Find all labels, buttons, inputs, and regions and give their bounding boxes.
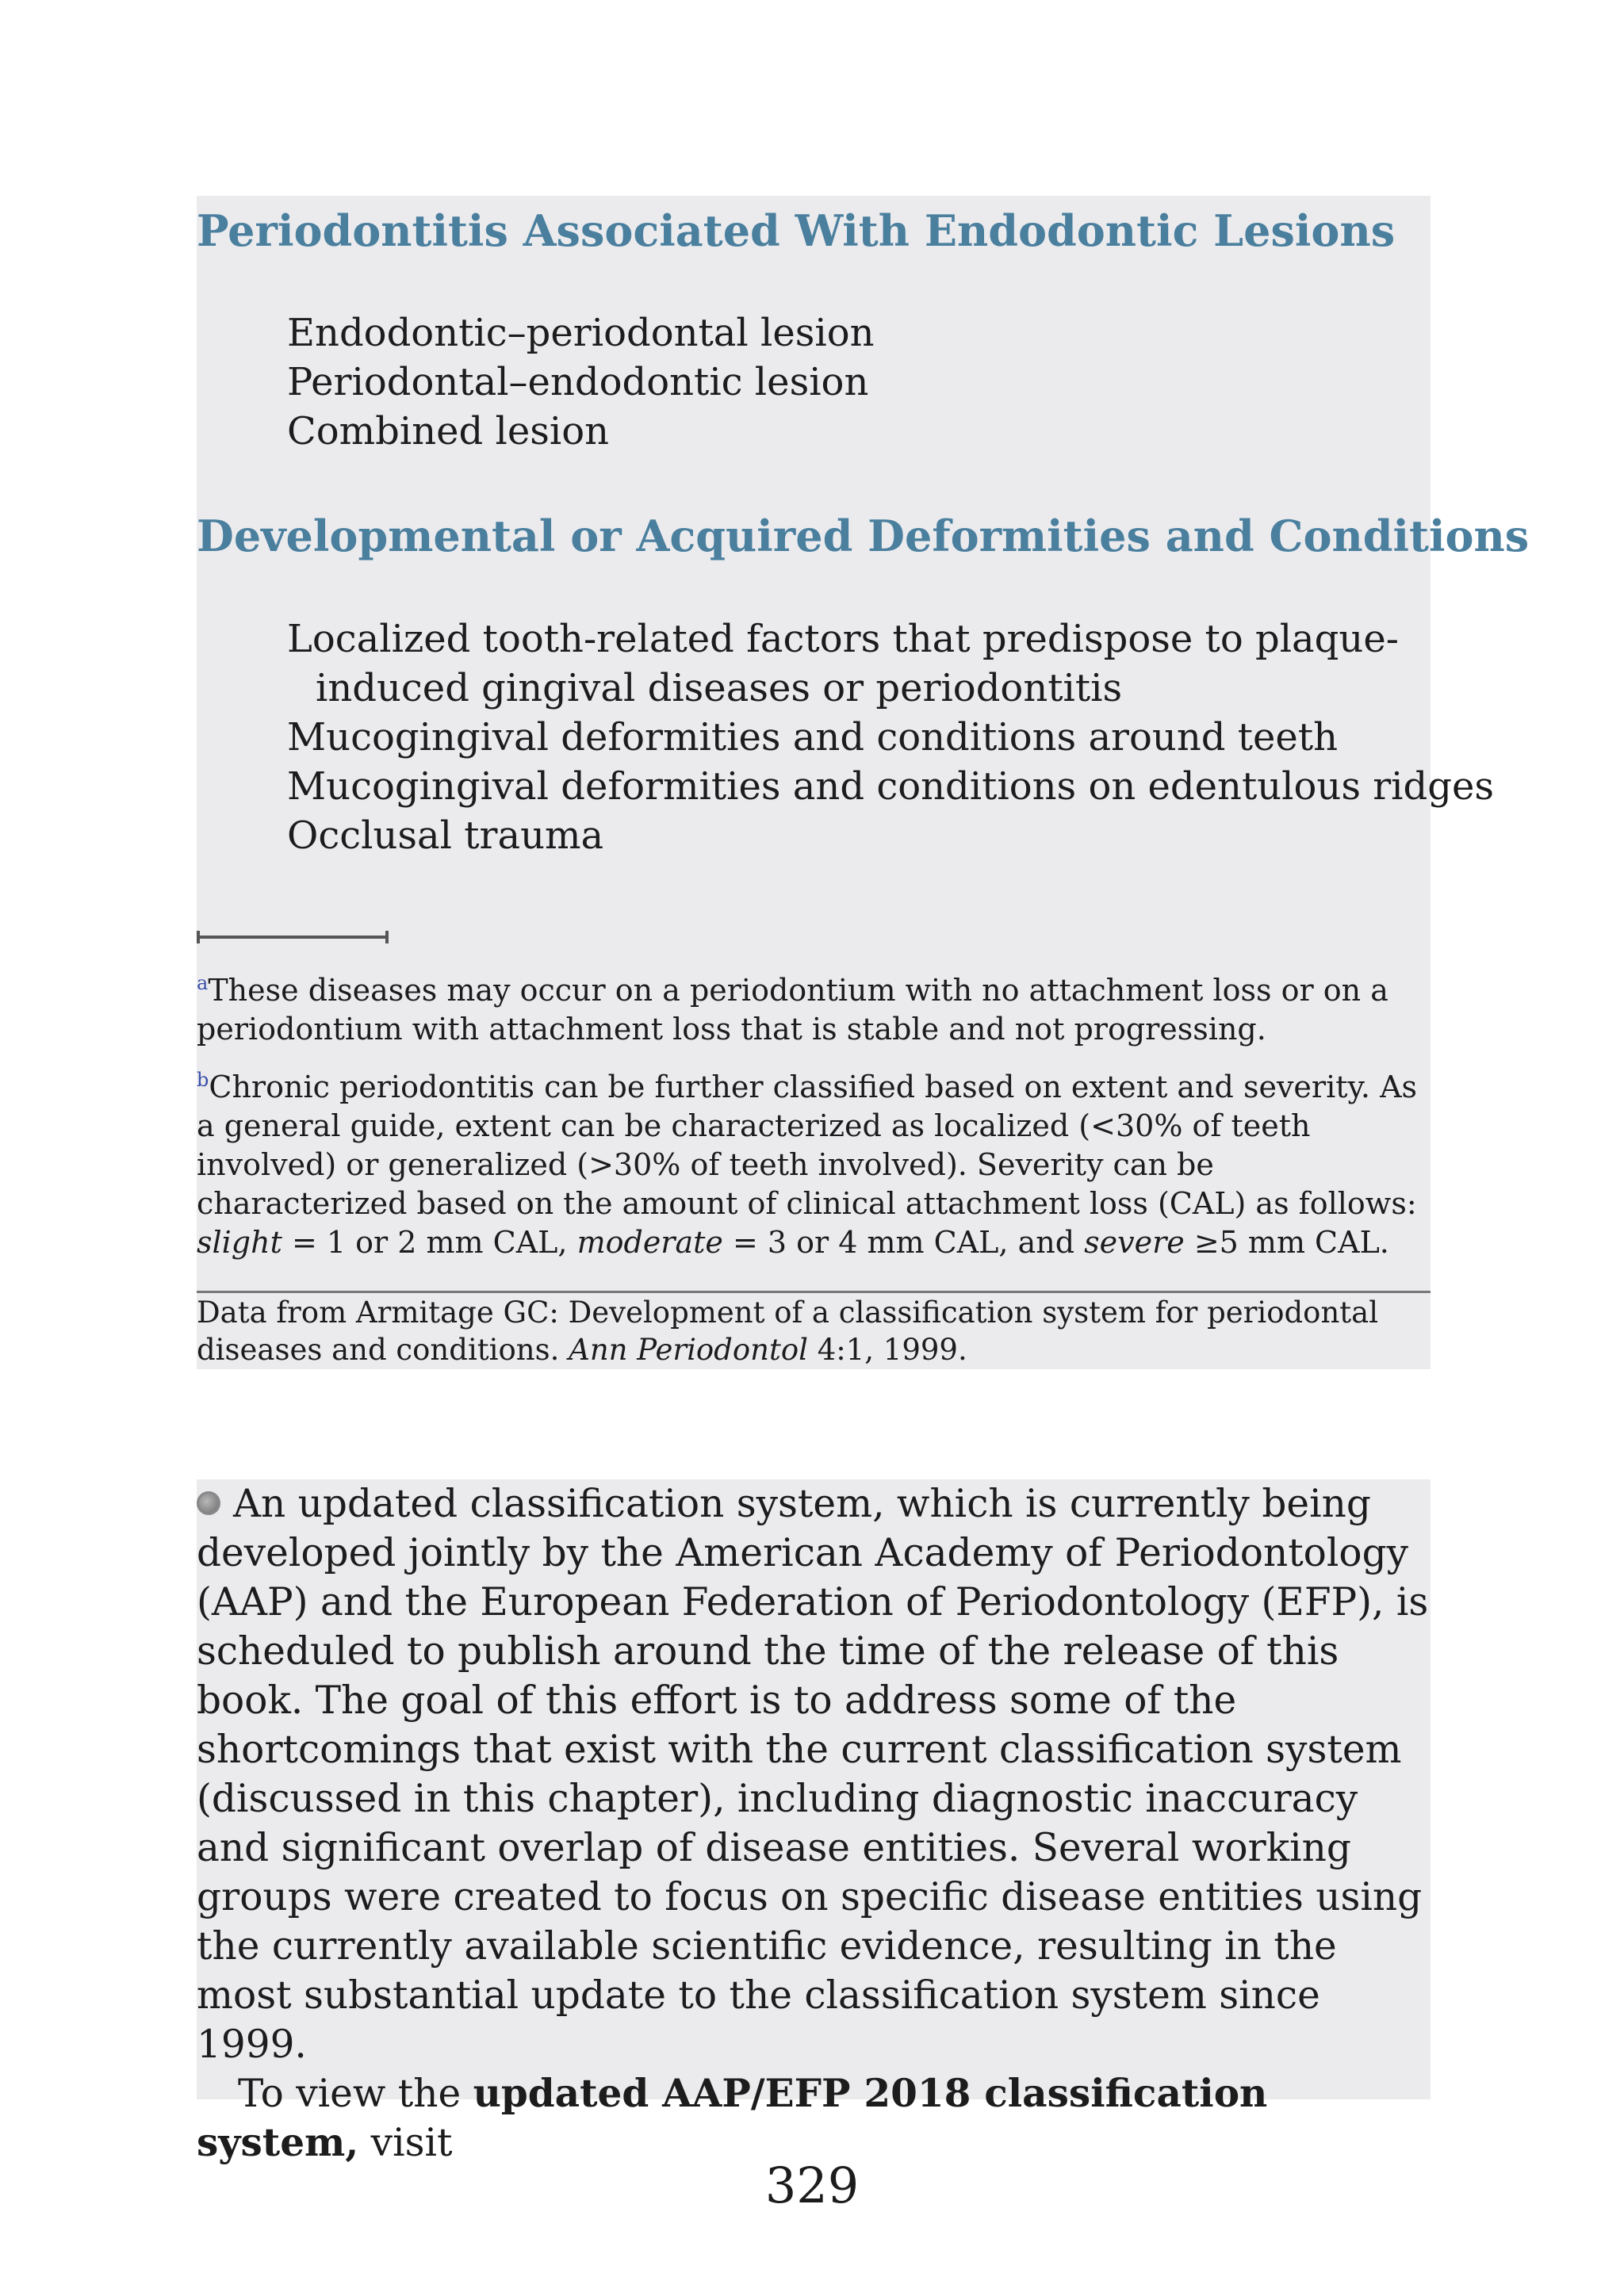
list-item: Mucogingival deformities and conditions on edentulous ridges: [287, 764, 1495, 809]
list-item: Periodontal–endodontic lesion: [287, 360, 869, 404]
list-item: Endodontic–periodontal lesion: [287, 311, 875, 355]
footnote-b-text: = 1 or 2 mm CAL,: [282, 1225, 577, 1260]
update-note: [197, 1479, 1434, 2168]
source-divider: [197, 1291, 1431, 1293]
source-text: 4:1, 1999.: [807, 1333, 967, 1367]
footnote-b-text: = 3 or 4 mm CAL, and: [722, 1225, 1085, 1260]
footnote-b-text: Chronic periodontitis can be further classified based on extent and severity. As a general guide, extent can be characterized as localized (<30% of teeth involved) or generalized (>30% of teeth involved). Severity can be characterized based on the amount of clinical attachment loss (CAL) as follows:: [197, 1070, 1418, 1221]
footnote-a: [197, 971, 1434, 1049]
table-source-citation: [197, 1294, 1431, 1368]
severity-term-slight: slight: [197, 1225, 282, 1260]
update-note-paragraph: [197, 1479, 1434, 2069]
endodontic-lesion-list: [287, 308, 875, 456]
note-bullet-icon: [197, 1491, 220, 1515]
footnote-divider: [197, 936, 387, 939]
severity-term-moderate: moderate: [576, 1225, 723, 1260]
journal-title: Ann Periodontol: [569, 1333, 808, 1367]
section-heading-developmental: Developmental or Acquired Deformities and Conditions: [197, 511, 1530, 561]
developmental-conditions-list: [287, 614, 1494, 860]
list-item-continuation: induced gingival diseases or periodontitis: [316, 666, 1123, 710]
page-number: 329: [764, 2156, 860, 2214]
source-text: Data from Armitage GC: Development of a classification system for periodontal diseases and conditions.: [197, 1295, 1379, 1367]
list-item: Combined lesion: [287, 409, 610, 453]
list-item: [287, 614, 1494, 713]
footnote-marker-b: b: [197, 1069, 209, 1091]
severity-term-severe: severe: [1084, 1225, 1185, 1260]
visit-text: visit: [358, 2121, 453, 2165]
list-item-line: Localized tooth-related factors that predispose to plaque-: [287, 617, 1399, 661]
footnote-b-text: ≥5 mm CAL.: [1184, 1225, 1389, 1260]
visit-paragraph: [197, 2069, 1434, 2168]
list-item: Occlusal trauma: [287, 813, 604, 858]
update-note-text: An updated classification system, which is currently being developed jointly by the American Academy of Periodontology (AAP) and the European Federation of Periodontology (EFP), is scheduled to publish around the time of the release of this book. The goal of this effort is to address some of the shortcomings that exist with the current classification system (discussed in this chapter), including diagnostic inaccuracy and significant overlap of disease entities. Several working groups were created to focus on specific disease entities using the currently available scientific evidence, resulting in the most substantial update to the classification system since 1999.: [197, 1482, 1429, 2067]
classification-link-text[interactable]: updated AAP/EFP 2018 classification system,: [197, 2071, 1268, 2165]
footnote-b: [197, 1068, 1434, 1262]
visit-text: To view the: [238, 2072, 473, 2116]
section-heading-endodontic: Periodontitis Associated With Endodontic Lesions: [197, 205, 1396, 256]
footnote-a-text: These diseases may occur on a periodontium with no attachment loss or on a periodontium with attachment loss that is stable and not progressing.: [197, 973, 1388, 1047]
footnote-marker-a: a: [197, 972, 209, 994]
list-item: Mucogingival deformities and conditions around teeth: [287, 715, 1339, 760]
